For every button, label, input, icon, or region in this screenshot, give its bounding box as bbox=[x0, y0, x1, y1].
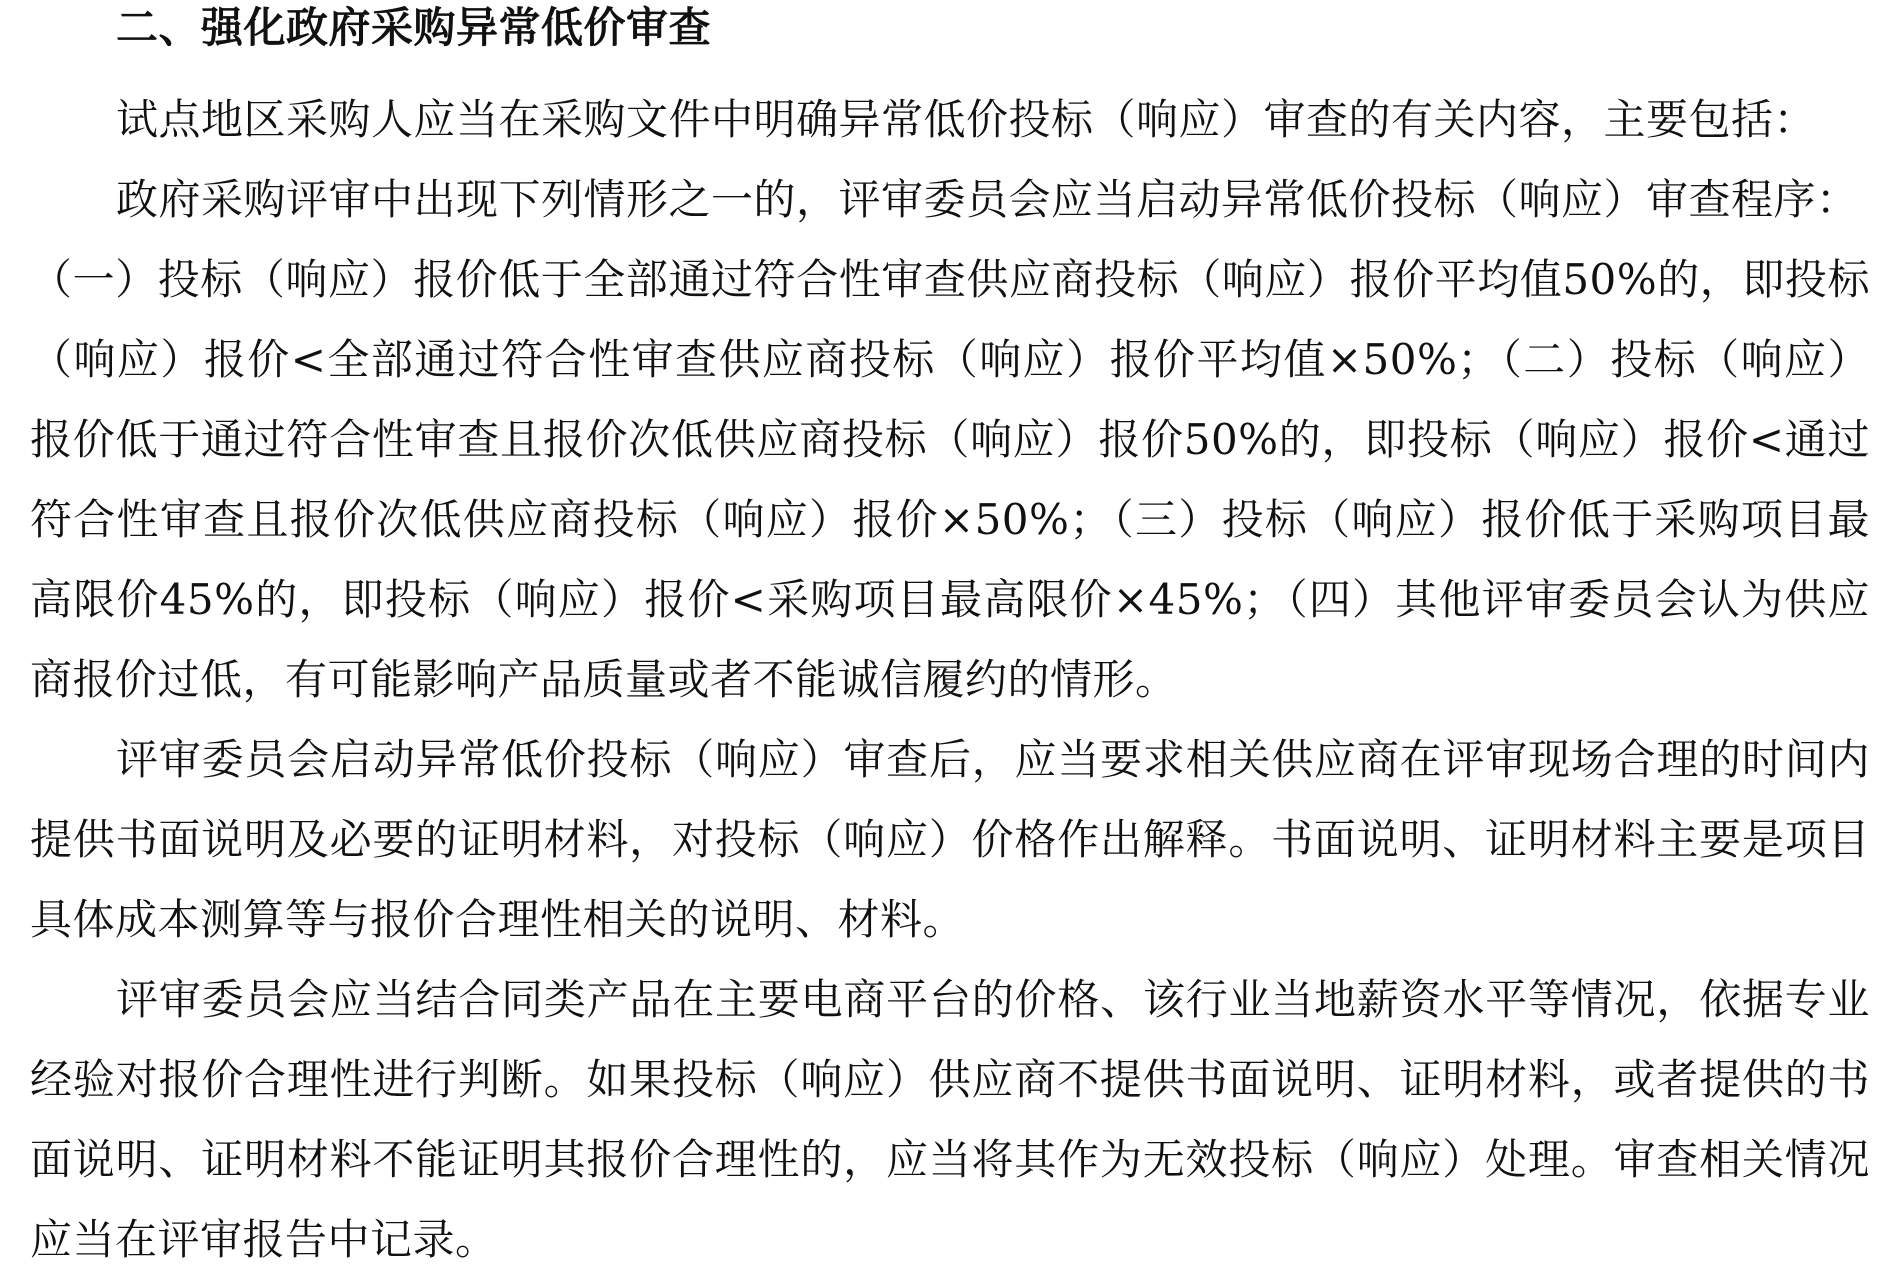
paragraph-supplier-explanation: 评审委员会启动异常低价投标（响应）审查后，应当要求相关供应商在评审现场合理的时间内提供书面说明及必要的证明材料，对投标（响应）价格作出解释。书面说明、证明材料主要是项目具体成本测算等与报价合理性相关的说明、材料。 bbox=[30, 735, 1870, 944]
paragraph-condition-list: （一）投标（响应）报价低于全部通过符合性审查供应商投标（响应）报价平均值50%的，即投标（响应）报价<全部通过符合性审查供应商投标（响应）报价平均值×50%；（二）投标（响应）报价低于通过符合性审查且报价次低供应商投标（响应）报价50%的，即投标（响应）报价<通过符合性审查且报价次低供应商投标（响应）报价×50%；（三）投标（响应）报价低于采购项目最高限价45%的，即投标（响应）报价<采购项目最高限价×45%；（四）其他评审委员会认为供应商报价过低，有可能影响产品质量或者不能诚信履约的情形。 bbox=[30, 255, 1870, 704]
document-body bbox=[30, 0, 1870, 1280]
paragraph-reasonableness-judgment: 评审委员会应当结合同类产品在主要电商平台的价格、该行业当地薪资水平等情况，依据专业经验对报价合理性进行判断。如果投标（响应）供应商不提供书面说明、证明材料，或者提供的书面说明、证明材料不能证明其报价合理性的，应当将其作为无效投标（响应）处理。审查相关情况应当在评审报告中记录。 bbox=[30, 975, 1870, 1264]
section-heading: 二、强化政府采购异常低价审查 bbox=[116, 3, 712, 52]
paragraph-intro: 试点地区采购人应当在采购文件中明确异常低价投标（响应）审查的有关内容，主要包括： bbox=[116, 95, 1817, 144]
paragraph-trigger-conditions: 政府采购评审中出现下列情形之一的，评审委员会应当启动异常低价投标（响应）审查程序： bbox=[116, 175, 1859, 224]
